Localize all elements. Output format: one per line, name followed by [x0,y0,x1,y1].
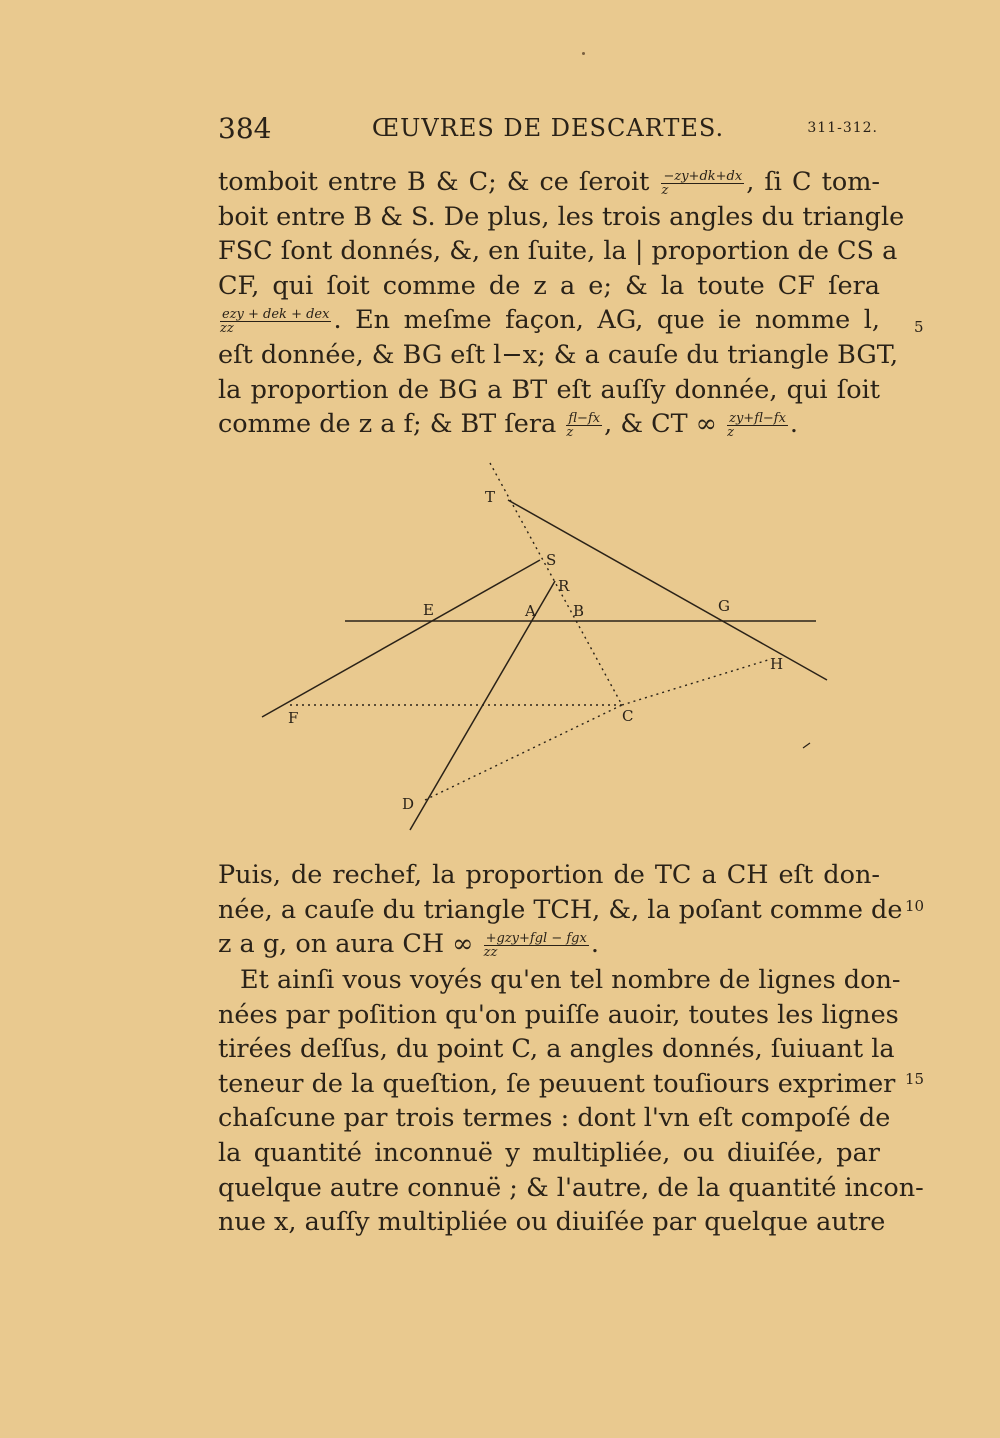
line-number: 15 [905,1070,925,1088]
text-line [218,407,880,442]
original-page-range: 311-312. [807,120,878,136]
label-g: G [718,597,730,615]
fraction-denominator: z [566,424,574,440]
text-line: Et ainſi vous voyés qu'en tel nombre de lignes don- [240,965,901,995]
label-t: T [485,488,496,506]
text-line: nue x, auſſy multipliée ou diuiſée par quelque autre [218,1207,886,1238]
text-line: la quantité inconnuë y multipliée, ou diuiſée, par [218,1137,880,1168]
label-a: A [525,602,536,620]
line-ch-dotted [622,660,768,705]
text-line: chaſcune par trois termes : dont l'vn eſt compoſé de [218,1103,891,1134]
text-line: boit entre B & S. De plus, les trois angles du triangle [218,201,905,232]
label-b: B [573,602,585,620]
text-run: comme de z a f; & BT ſera [218,409,557,440]
text-line [218,303,880,338]
line-number: 5 [914,318,924,336]
geometric-figure [250,455,840,835]
text-run: . En meſme façon, AG, que ie nomme l, [333,305,880,336]
fraction-denominator: zz [483,944,498,960]
label-h: H [770,655,784,673]
label-d: D [402,795,415,813]
figure-svg [250,455,840,835]
page-number: 384 [218,112,272,145]
fraction-numerator: fl−fx [568,410,601,426]
text-run: . [590,929,599,960]
line-number: 10 [905,897,925,915]
line-tc-dotted [490,463,622,705]
text-line: CF, qui ſoit comme de z a e; & la toute CF ſera [218,270,880,301]
line-tgh [508,500,827,680]
label-s: S [546,551,557,569]
fraction-denominator: z [661,182,669,198]
paragraph-2 [218,858,903,962]
text-run: , ſi C tom- [746,167,880,197]
fraction-numerator: +gzy+fgl − fgx [485,930,587,946]
fraction-numerator: ezy + dek + dex [222,306,330,322]
text-line: nées par poſition qu'on puiſſe auoir, toutes les lignes [218,999,899,1030]
label-f: F [288,709,299,727]
fraction [220,308,331,335]
label-c: C [622,707,634,725]
text-run: tomboit entre B & C; & ce ſeroit [218,167,650,197]
text-run: z a g, on aura CH ∞ [218,929,474,960]
text-line: teneur de la queſtion, ſe peuuent touſiours exprimer [218,1068,896,1099]
running-header [218,112,878,152]
text-line: née, a cauſe du triangle TCH, &, la poſant comme de [218,894,903,925]
stray-mark [803,743,810,748]
page-speck [582,52,585,55]
text-line: la proportion de BG a BT eſt auſſy donnée, qui ſoit [218,374,880,405]
text-run: . [789,409,799,440]
fraction-numerator: −zy+dk+dx [663,168,743,184]
text-line: quelque autre connuë ; & l'autre, de la quantité incon- [218,1172,924,1203]
paragraph-1 [218,165,905,442]
fraction-numerator: zy+fl−fx [729,410,786,426]
fraction-denominator: zz [220,320,234,336]
text-line: tirées deſſus, du point C, a angles donnés, ſuiuant la [218,1034,895,1065]
text-run: , & CT ∞ [604,409,717,440]
fraction [727,412,788,439]
fraction [566,412,602,439]
label-e: E [423,601,434,619]
label-r: R [558,577,570,595]
fraction-denominator: z [727,424,734,440]
running-title: ŒUVRES DE DESCARTES. [371,114,725,142]
text-line: FSC ſont donnés, &, en ſuite, la | proportion de CS a [218,236,898,267]
text-line: Puis, de rechef, la proportion de TC a CH eſt don- [218,860,880,890]
text-line [218,165,880,200]
fraction [661,170,744,197]
text-line [218,927,880,962]
text-line: eſt donnée, & BG eſt l−x; & a cauſe du triangle BGT, [218,339,899,370]
fraction [484,932,589,959]
line-fes [262,560,540,717]
